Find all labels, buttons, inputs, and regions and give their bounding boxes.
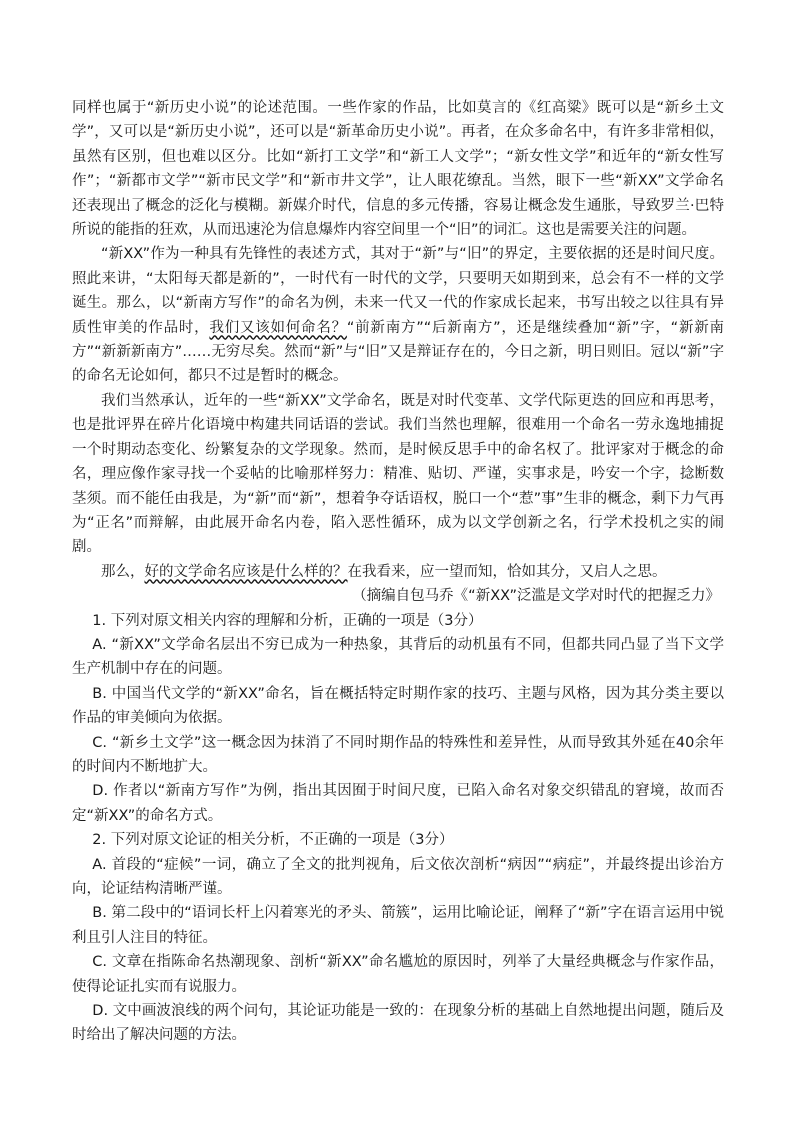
option-b: B. 第二段中的“语词长杆上闪着寒光的矛头、箭簇”，运用比喻论证，阐释了“新”字在语言运用中锐利且引人注目的特征。: [72, 905, 724, 946]
option-d: D. 作者以“新南方写作”为例，指出其因囿于时间尺度，已陷入命名对象交织错乱的窘境，故而否定“新XX”的命名方式。: [72, 783, 724, 824]
option-c: C. 文章在指陈命名热潮现象、剖析“新XX”命名尴尬的原因时，列举了大量经典概念与作家作品，使得论证扎实而有说服力。: [72, 954, 724, 995]
option-d: D. 文中画波浪线的两个问句，其论证功能是一致的：在现象分析的基础上自然地提出问题，随后及时给出了解决问题的方法。: [72, 1003, 724, 1044]
source-citation: （摘编自包马乔《“新XX”泛滥是文学对时代的把握乏力》: [352, 588, 720, 605]
wavy-question-2: 好的文学命名应该是什么样的？: [144, 563, 348, 580]
option-c: C. “新乡土文学”这一概念因为抹消了不同时期作品的特殊性和差异性，从而导致其外延在40余年的时间内不断地扩大。: [72, 734, 724, 775]
question-stem: 1. 下列对原文相关内容的理解和分析，正确的一项是（3分）: [92, 612, 483, 629]
paragraph-2-text-a: “新XX”作为一种具有先锋性的表述方式，其对于“新”与“旧”的界定，主要依据的还是时间尺度。照此来讲，“太阳每天都是新的”，一时代有一时代的文学，只要明天如期到来，总会有不一样的文学诞生。那么，以“新南方写作”的命名为例，未来一代又一代的作家成长起来，书写出较之以往具有异质性审美的作品时，: [72, 246, 724, 336]
wavy-question-1: 我们又该如何命名？: [209, 319, 347, 336]
option-a: A. “新XX”文学命名层出不穷已成为一种热象，其背后的动机虽有不同，但都共同凸显了当下文学生产机制中存在的问题。: [72, 636, 724, 678]
paragraph-2: [72, 242, 724, 388]
option-a: A. 首段的“症候”一词，确立了全文的批判视角，后文依次剖析“病因”“病症”，并最终提出诊治方向，论证结构清晰严谨。: [72, 856, 724, 897]
paragraph-1: 同样也属于“新历史小说”的论述范围。一些作家的作品，比如莫言的《红高粱》既可以是“新乡土文学”，又可以是“新历史小说”，还可以是“新革命历史小说”。再者，在众多命名中，有许多非常相似，虽然有区别，但也难以区分。比如“新打工文学”和“新工人文学”；“新女性文学”和近年的“新女性写作”；“新都市文学”“新市民文学”和“新市井文学”，让人眼花缭乱。当然，眼下一些“新XX”文学命名还表现出了概念的泛化与模糊。新媒介时代，信息的多元传播，容易让概念发生通胀，导致罗兰·巴特所说的能指的狂欢，从而迅速沦为信息爆炸内容空间里一个“旧”的词汇。这也是需要关注的问题。: [72, 100, 724, 239]
paragraph-4-text-a: 那么，: [101, 563, 145, 580]
question-1: [72, 609, 724, 829]
paragraph-4: [72, 560, 724, 584]
question-stem: 2. 下列对原文论证的相关分析，不正确的一项是（3分）: [92, 832, 454, 849]
question-2: [72, 828, 724, 1048]
option-b: B. 中国当代文学的“新XX”命名，旨在概括特定时期作家的技巧、主题与风格，因为其分类主要以作品的审美倾向为依据。: [72, 685, 724, 727]
paragraph-2-text-b: “前新南方”“后新南方”，还是继续叠加“新”字，“新新南方”“新新新南方”……无穷尽矣。然而“新”与“旧”又是辩证存在的，今日之新，明日则旧。冠以“新”字的命名无论如何，都只不过是暂时的概念。: [72, 319, 724, 385]
paragraph-4-text-b: 在我看来，应一望而知，恰如其分，又启人之思。: [347, 563, 667, 580]
paragraph-3: 我们当然承认，近年的一些“新XX”文学命名，既是对时代变革、文学代际更迭的回应和再思考，也是批评界在碎片化语境中构建共同话语的尝试。我们当然也理解，很难用一个命名一劳永逸地捕捉一个时期动态变化、纷繁复杂的文学现象。然而，是时候反思手中的命名权了。批评家对于概念的命名，理应像作家寻找一个妥帖的比喻那样努力：精准、贴切、严谨，实事求是，吟安一个字，捻断数茎须。而不能任由我是，为“新”而“新”，想着争夺话语权，脱口一个“惹”事”生非的概念，剩下力气再为“正名”而辩解，由此展开命名内卷，陷入恶性循环，成为以文学创新之名，行学术投机之实的闹剧。: [72, 392, 724, 556]
